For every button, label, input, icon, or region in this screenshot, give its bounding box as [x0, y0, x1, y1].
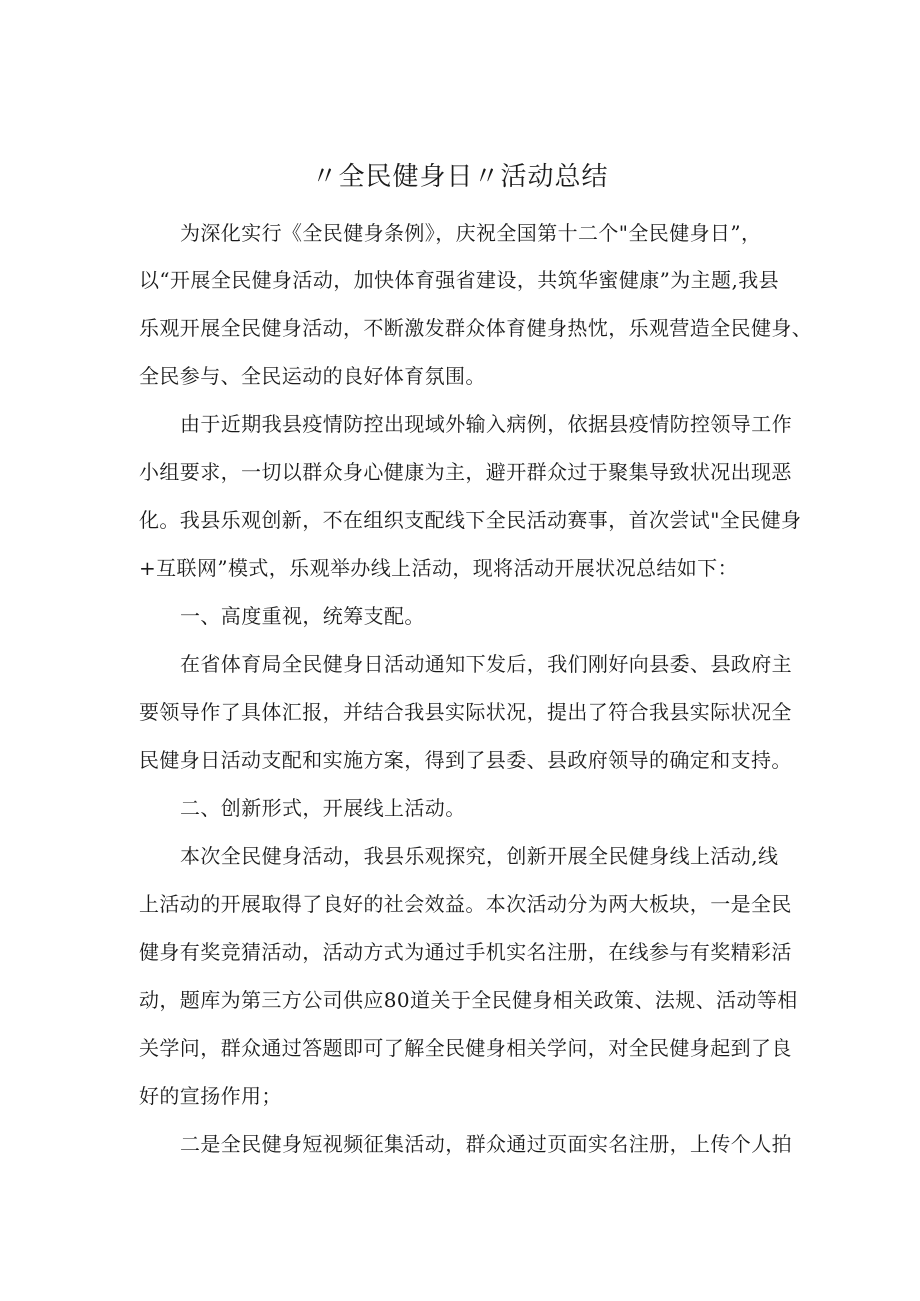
paragraph-line: 上活动的开展取得了良好的社会效益。本次活动分为两大板块，一是全民 — [139, 892, 792, 916]
paragraph-line: 小组要求，一切以群众身心健康为主，避开群众过于聚集导致状况出现恶 — [139, 460, 792, 484]
section-heading: 二、创新形式，开展线上活动。 — [180, 796, 466, 820]
paragraph-line: 好的宣扬作用； — [139, 1084, 282, 1108]
paragraph-line: 本次全民健身活动，我县乐观探究，创新开展全民健身线上活动,线 — [180, 844, 779, 868]
paragraph-line: 以“开展全民健身活动，加快体育强省建设，共筑华蜜健康”为主题,我县 — [139, 268, 780, 292]
paragraph-line: 动，题库为第三方公司供应80道关于全民健身相关政策、法规、活动等相 — [139, 988, 798, 1012]
paragraph-line: 化。我县乐观创新，不在组织支配线下全民活动赛事，首次尝试"全民健身 — [139, 508, 802, 532]
paragraph-line: 二是全民健身短视频征集活动，群众通过页面实名注册，上传个人拍 — [180, 1132, 792, 1156]
paragraph-line: 关学问，群众通过答题即可了解全民健身相关学问，对全民健身起到了良 — [139, 1036, 792, 1060]
section-heading: 一、高度重视，统筹支配。 — [180, 604, 425, 628]
paragraph-line: 民健身日活动支配和实施方案，得到了县委、县政府领导的确定和支持。 — [139, 748, 792, 772]
paragraph-line: 乐观开展全民健身活动，不断激发群众体育健身热忱，乐观营造全民健身、 — [139, 316, 813, 340]
paragraph-line: 健身有奖竞猜活动，活动方式为通过手机实名注册，在线参与有奖精彩活 — [139, 940, 792, 964]
paragraph-line: +互联网”模式，乐观举办线上活动，现将活动开展状况总结如下： — [139, 556, 738, 580]
paragraph-line: 要领导作了具体汇报，并结合我县实际状况，提出了符合我县实际状况全 — [139, 700, 792, 724]
page-title: 〃全民健身日〃活动总结 — [311, 162, 609, 193]
paragraph-line: 全民参与、全民运动的良好体育氛围。 — [139, 364, 486, 388]
paragraph-line: 由于近期我县疫情防控出现域外输入病例，依据县疫情防控领导工作 — [180, 412, 792, 436]
paragraph-line: 在省体育局全民健身日活动通知下发后，我们刚好向县委、县政府主 — [180, 652, 792, 676]
paragraph-line: 为深化实行《全民健身条例》，庆祝全国第十二个"全民健身日”， — [180, 221, 762, 245]
